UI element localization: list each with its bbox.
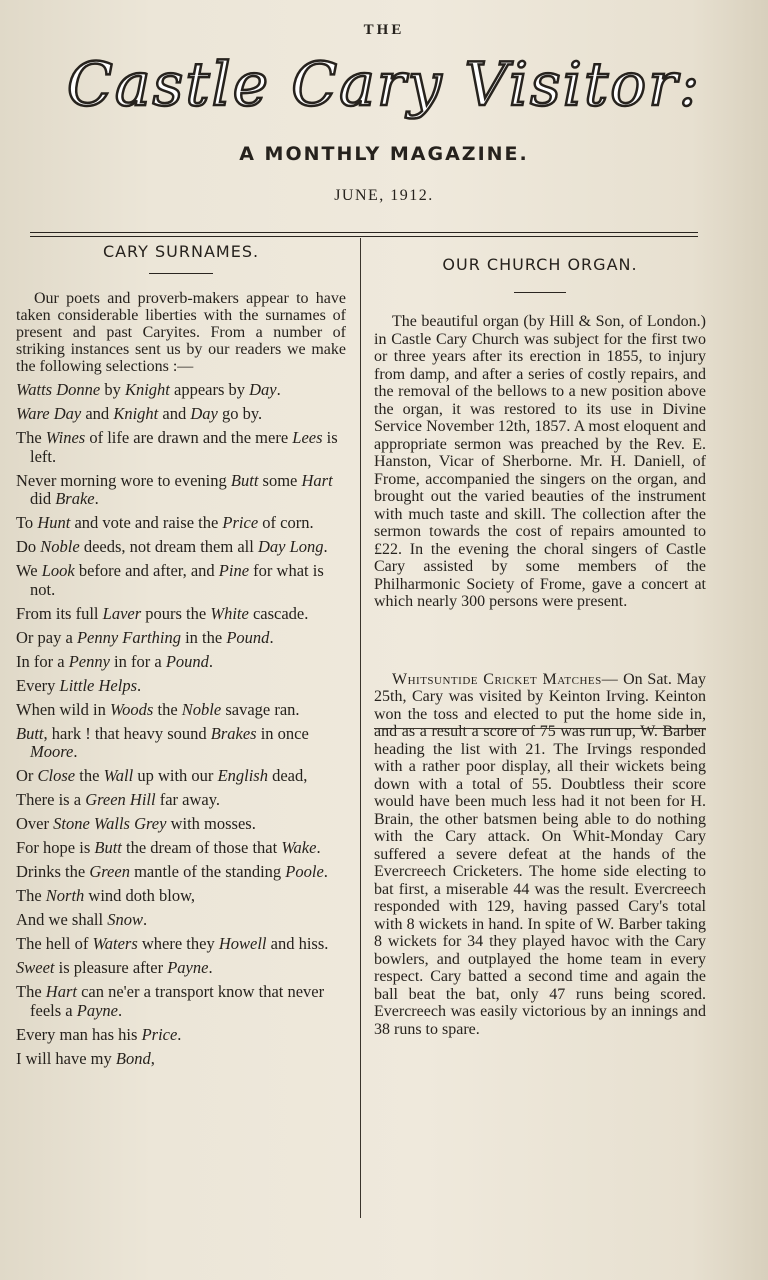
left-column — [16, 238, 346, 1074]
magazine-subtitle: A MONTHLY MAGAZINE. — [239, 143, 529, 165]
cary-surnames-heading: CARY SURNAMES. — [102, 242, 260, 261]
surname-couplet: In for a Penny in for a Pound. — [16, 651, 214, 671]
masthead-the: THE — [363, 22, 405, 38]
surname-couplet: Butt, hark ! that heavy sound Brakes in once Moore. — [16, 723, 309, 761]
cricket-heading: Whitsuntide Cricket Matches— — [392, 670, 619, 688]
cricket-article — [374, 671, 706, 1039]
organ-article-text: The beautiful organ (by Hill & Son, of London.) in Castle Cary Church was subject for the first two or three years after its erection in 1855, to injury from damp, and after a series of costly repairs, and the removal of the bellows to a new position above the organ, it was restored to its use in Divine Service November 12th, 1857. A most eloquent and appropriate sermon was preached by the Rev. E. Hanston, Vicar of Sherborne. Mr. H. Daniell, of Frome, accompanied the singers on the organ, and brought out the varied beauties of the instrument with much taste and skill. The collection after the sermon towards the cost of repairs amounted to £22. In the evening the choral singers of Castle Cary assisted by some members of the Philharmonic Society of Frome, gave a concert at which nearly 300 persons were present. — [374, 313, 706, 610]
surname-couplet: Or pay a Penny Farthing in the Pound. — [16, 627, 274, 647]
surname-couplet: For hope is Butt the dream of those that Wake. — [16, 838, 321, 857]
surname-couplet: And we shall Snow. — [16, 910, 148, 929]
surname-couplet: Every Little Helps. — [16, 675, 142, 695]
magazine-title: Castle Cary Visitor: — [66, 50, 702, 120]
surname-couplet: Watts Donne by Knight appears by Day. — [16, 380, 281, 399]
surname-couplet: The Hart can ne'er a transport know that never feels a Payne. — [16, 982, 325, 1020]
surname-couplet: From its full Laver pours the White cascade. — [16, 603, 309, 623]
surname-couplet: Drinks the Green mantle of the standing Poole. — [16, 862, 328, 881]
surname-couplet: Never morning wore to evening Butt some Hart did Brake. — [16, 470, 333, 508]
surname-couplet: When wild in Woods the Noble savage ran. — [16, 699, 300, 719]
surname-couplet: The hell of Waters where they Howell and hiss. — [16, 934, 329, 953]
surname-couplet: Over Stone Walls Grey with mosses. — [16, 814, 256, 833]
surname-couplet: Do Noble deeds, not dream them all Day Long. — [16, 537, 328, 556]
surnames-intro: Our poets and proverb-makers appear to have taken considerable liberties with the surnames of present and past Caryites. From a number of striking instances sent us by our readers we make the following selections :— — [16, 290, 346, 375]
heading-rule — [514, 292, 566, 293]
header-rule-lower — [30, 236, 698, 237]
right-column — [374, 238, 706, 1038]
cricket-article-text: On Sat. May 25th, Cary was visited by Keinton Irving. Keinton won the toss and elected to put the home side in, and as a result a score of 75 was run up, W. Barber heading the list with 21. The Irvings responded with a rather poor display, all their wickets being down with a total of 55. Doubtless their score would have been much less had it not been for H. Brain, the other batsmen being able to do nothing with the Cary attack. On Whit-Monday Cary suffered a severe defeat at the hands of the Evercreech Cricketers. The home side electing to bat first, a miserable 44 was the result. Evercreech responded with 129, having passed Cary's total with 8 wickets in hand. In spite of W. Barber taking 8 wickets for 34 they played havoc with the Cary bowlers, and outplayed the home team in every respect. Cary batted a second time and again the ball beat the bat, only 47 runs being scored. Evercreech was easily victorious by an innings and 38 runs to spare. — [374, 670, 707, 1038]
surname-couplet: To Hunt and vote and raise the Price of corn. — [16, 513, 314, 532]
heading-rule — [149, 273, 213, 274]
surname-couplet: I will have my Bond, — [16, 1048, 155, 1068]
header-rule-upper — [30, 232, 698, 233]
surname-couplet: Ware Day and Knight and Day go by. — [16, 404, 263, 423]
surname-couplet: The North wind doth blow, — [16, 886, 196, 905]
issue-date: JUNE, 1912. — [334, 187, 434, 204]
surname-couplet: Sweet is pleasure after Payne. — [16, 958, 213, 977]
surname-couplet: There is a Green Hill far away. — [16, 790, 221, 809]
column-divider — [360, 238, 361, 1218]
surname-couplet: Or Close the Wall up with our English dead, — [16, 766, 308, 785]
surname-couplet: We Look before and after, and Pine for what is not. — [16, 561, 324, 599]
section-rule — [374, 728, 706, 729]
church-organ-heading: OUR CHURCH ORGAN. — [442, 255, 638, 274]
surname-couplet: The Wines of life are drawn and the mere Lees is left. — [16, 428, 338, 466]
surname-couplet: Every man has his Price. — [16, 1024, 182, 1044]
surname-couplets-list — [16, 381, 346, 1068]
